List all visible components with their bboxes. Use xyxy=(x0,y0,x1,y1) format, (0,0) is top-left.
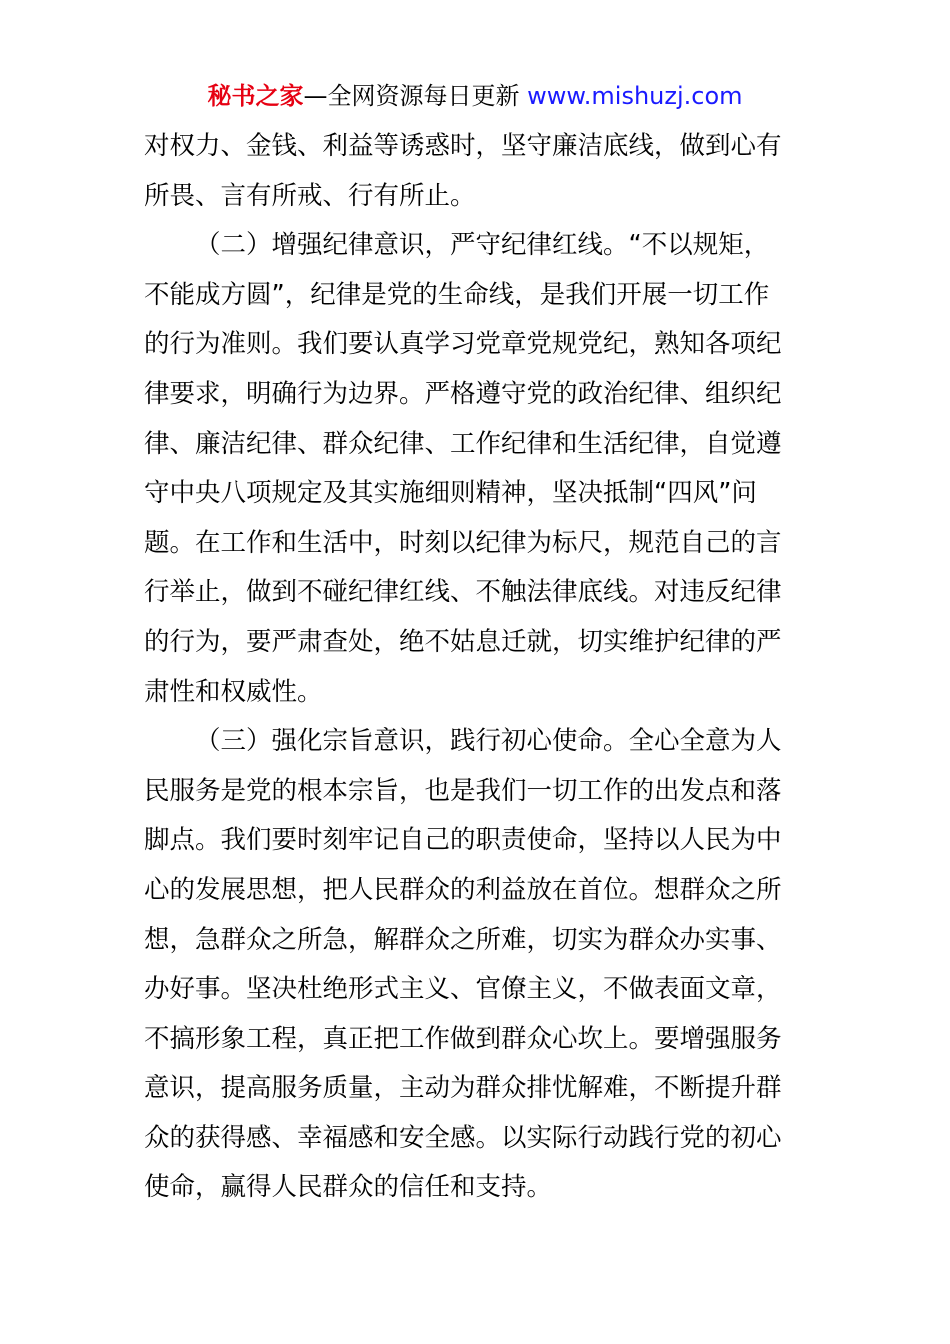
text-line: 想，急群众之所急，解群众之所难，切实为群众办实事、 xyxy=(144,924,782,955)
text-line: 不能成方圆”，纪律是党的生命线，是我们开展一切工作 xyxy=(144,279,770,310)
text-line: 肃性和权威性。 xyxy=(144,676,323,707)
text-line: 行举止，做到不碰纪律红线、不触法律底线。对违反纪律 xyxy=(144,577,782,608)
text-line: 众的获得感、幸福感和安全感。以实际行动践行党的初心 xyxy=(144,1122,782,1153)
text-line: 守中央八项规定及其实施细则精神，坚决抵制“四风”问 xyxy=(144,478,757,509)
text-line: 使命，赢得人民群众的信任和支持。 xyxy=(144,1172,553,1203)
text-line: 脚点。我们要时刻牢记自己的职责使命，坚持以人民为中 xyxy=(144,825,782,856)
text-line: （二）增强纪律意识，严守纪律红线。“不以规矩， xyxy=(195,230,770,261)
document-body xyxy=(144,122,808,1213)
page-header xyxy=(0,80,950,112)
text-line: 律要求，明确行为边界。严格遵守党的政治纪律、组织纪 xyxy=(144,378,782,409)
site-tagline: —全网资源每日更新 xyxy=(303,82,528,110)
site-url[interactable]: www.mishuzj.com xyxy=(527,82,743,110)
text-line: 题。在工作和生活中，时刻以纪律为标尺，规范自己的言 xyxy=(144,527,782,558)
text-line: 所畏、言有所戒、行有所止。 xyxy=(144,180,476,211)
text-line: 的行为，要严肃查处，绝不姑息迁就，切实维护纪律的严 xyxy=(144,626,782,657)
text-line: 不搞形象工程，真正把工作做到群众心坎上。要增强服务 xyxy=(144,1023,782,1054)
site-brand: 秘书之家 xyxy=(207,82,304,110)
text-line: 办好事。坚决杜绝形式主义、官僚主义，不做表面文章， xyxy=(144,974,782,1005)
text-line: 意识，提高服务质量，主动为群众排忧解难，不断提升群 xyxy=(144,1073,782,1104)
text-line: 心的发展思想，把人民群众的利益放在首位。想群众之所 xyxy=(144,874,782,905)
text-line: 律、廉洁纪律、群众纪律、工作纪律和生活纪律，自觉遵 xyxy=(144,428,782,459)
text-line: 的行为准则。我们要认真学习党章党规党纪，熟知各项纪 xyxy=(144,329,782,360)
text-line: （三）强化宗旨意识，践行初心使命。全心全意为人 xyxy=(195,726,782,757)
text-line: 对权力、金钱、利益等诱惑时，坚守廉洁底线，做到心有 xyxy=(144,131,782,161)
text-line: 民服务是党的根本宗旨，也是我们一切工作的出发点和落 xyxy=(144,775,782,806)
